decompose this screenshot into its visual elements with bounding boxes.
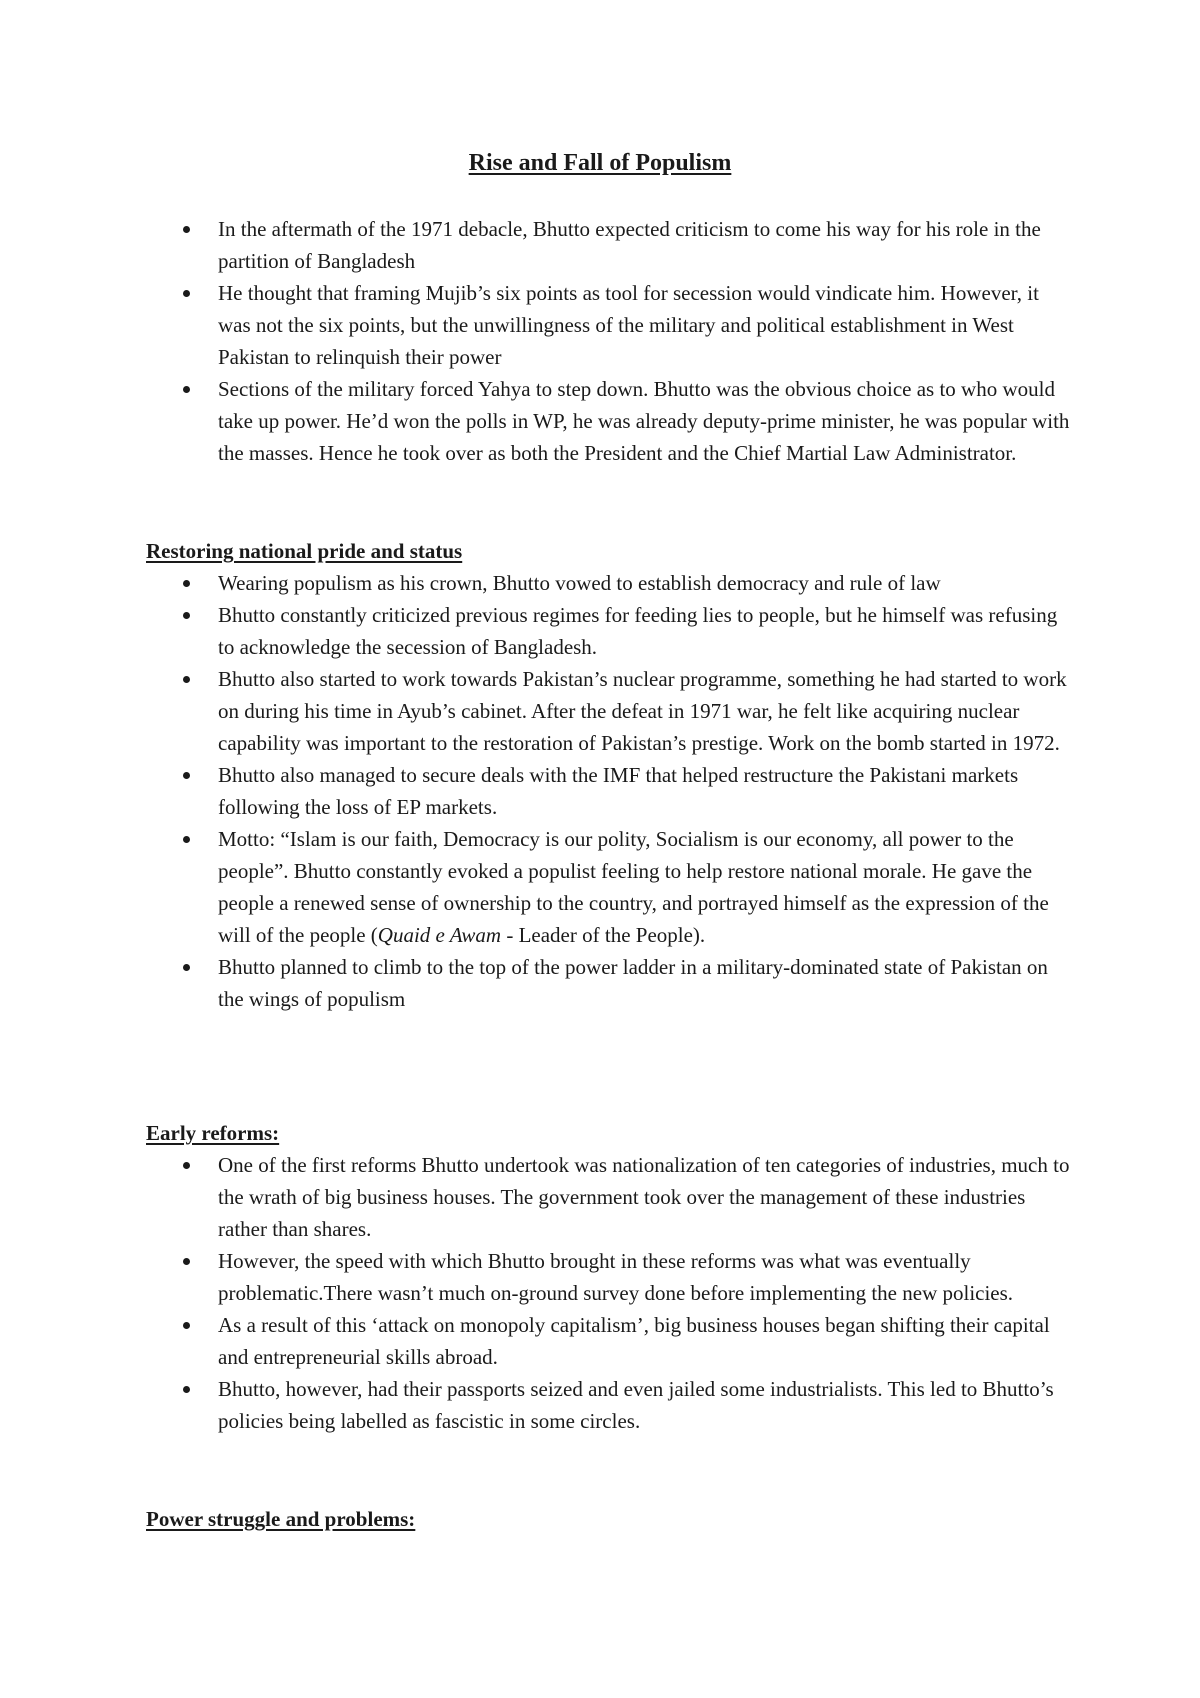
list-item <box>146 213 1076 277</box>
motto-text-before: Motto: “Islam is our faith, Democracy is our polity, Socialism is our economy, all power to the people”. Bhutto constantly evoked a populist feeling to help restore national morale. He gave the people a renewed sense of ownership to the country, and portrayed himself as the expression of the will of the people ( <box>218 827 1049 947</box>
bullet-icon <box>183 964 190 971</box>
restoring-section <box>146 535 1076 1015</box>
motto-italic-term: Quaid e Awam <box>377 923 502 947</box>
bullet-icon <box>183 290 190 297</box>
list-item-text: Bhutto constantly criticized previous regimes for feeding lies to people, but he himself was refusing to acknowledge the secession of Bangladesh. <box>218 603 1058 659</box>
list-item-text: As a result of this ‘attack on monopoly capitalism’, big business houses began shifting their capital and entrepreneurial skills abroad. <box>218 1313 1050 1369</box>
list-item-text: Bhutto also started to work towards Pakistan’s nuclear programme, something he had started to work on during his time in Ayub’s cabinet. After the defeat in 1971 war, he felt like acquiring nuclear capability was important to the restoration of Pakistan’s prestige. Work on the bomb started in 1972. <box>218 667 1067 755</box>
list-item <box>146 277 1076 373</box>
bullet-icon <box>183 772 190 779</box>
bullet-icon <box>183 580 190 587</box>
bullet-icon <box>183 612 190 619</box>
list-item-text: He thought that framing Mujib’s six points as tool for secession would vindicate him. However, it was not the six points, but the unwillingness of the military and political establishment in West Pakistan to relinquish their power <box>218 281 1039 369</box>
list-item-text: Bhutto, however, had their passports seized and even jailed some industrialists. This led to Bhutto’s policies being labelled as fascistic in some circles. <box>218 1377 1054 1433</box>
document-title: Rise and Fall of Populism <box>468 150 732 176</box>
bullet-icon <box>183 1162 190 1169</box>
bullet-icon <box>183 836 190 843</box>
list-item <box>146 599 1076 663</box>
list-item-text: In the aftermath of the 1971 debacle, Bhutto expected criticism to come his way for his role in the partition of Bangladesh <box>218 217 1041 273</box>
power-struggle-section <box>146 1503 1076 1535</box>
motto-text-after: - Leader of the People). <box>501 923 706 947</box>
intro-bullet-list <box>146 213 1076 469</box>
section-heading-early-reforms: Early reforms: <box>146 1121 280 1145</box>
early-reforms-section <box>146 1117 1076 1437</box>
bullet-icon <box>183 386 190 393</box>
bullet-icon <box>183 676 190 683</box>
list-item <box>146 1309 1076 1373</box>
section-heading-power-struggle: Power struggle and problems: <box>146 1507 416 1531</box>
list-item <box>146 1245 1076 1309</box>
list-item-text: However, the speed with which Bhutto brought in these reforms was what was eventually problematic.There wasn’t much on-ground survey done before implementing the new policies. <box>218 1249 1014 1305</box>
list-item <box>146 759 1076 823</box>
bullet-icon <box>183 226 190 233</box>
list-item-text: Bhutto planned to climb to the top of the power ladder in a military-dominated state of Pakistan on the wings of populism <box>218 955 1048 1011</box>
section-heading-restoring: Restoring national pride and status <box>146 539 463 563</box>
list-item <box>146 1373 1076 1437</box>
list-item-text: Wearing populism as his crown, Bhutto vowed to establish democracy and rule of law <box>218 571 941 595</box>
list-item <box>146 951 1076 1015</box>
intro-section <box>146 213 1076 469</box>
restoring-bullet-list <box>146 567 1076 1015</box>
list-item <box>146 1149 1076 1245</box>
list-item-text: Bhutto also managed to secure deals with the IMF that helped restructure the Pakistani markets following the loss of EP markets. <box>218 763 1019 819</box>
list-item <box>146 567 1076 599</box>
list-item-text: Sections of the military forced Yahya to step down. Bhutto was the obvious choice as to who would take up power. He’d won the polls in WP, he was already deputy-prime minister, he was popular with the masses. Hence he took over as both the President and the Chief Martial Law Administrator. <box>218 377 1070 465</box>
list-item <box>146 663 1076 759</box>
list-item-text: One of the first reforms Bhutto undertook was nationalization of ten categories of industries, much to the wrath of big business houses. The government took over the management of these industries rather than shares. <box>218 1153 1070 1241</box>
list-item-motto <box>146 823 1076 951</box>
early-reforms-bullet-list <box>146 1149 1076 1437</box>
bullet-icon <box>183 1322 190 1329</box>
bullet-icon <box>183 1258 190 1265</box>
bullet-icon <box>183 1386 190 1393</box>
list-item <box>146 373 1076 469</box>
